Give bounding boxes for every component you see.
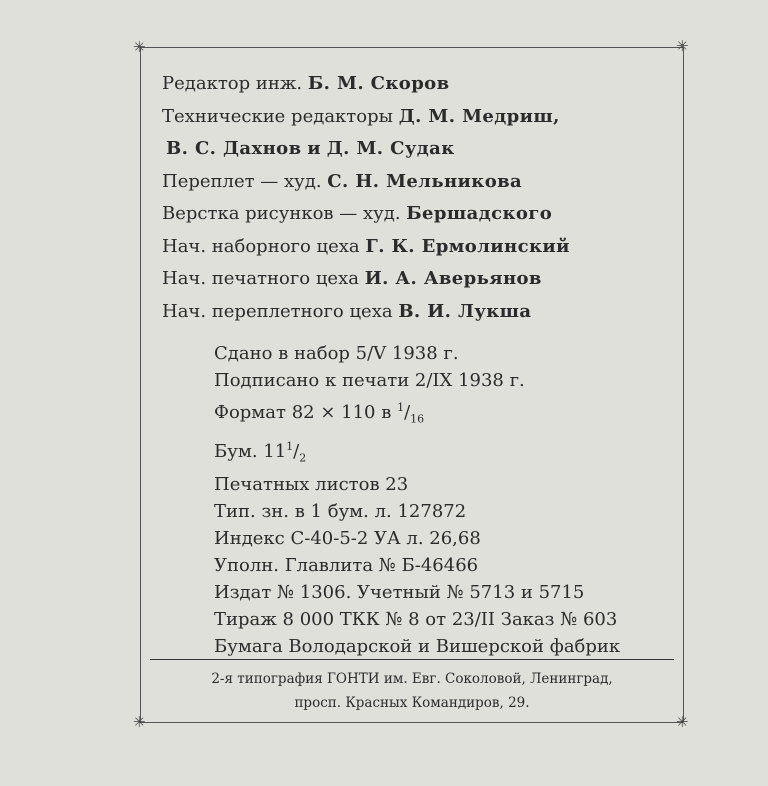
spec-chars: Тип. зн. в 1 бум. л. 127872 (214, 501, 467, 523)
spec-paper-numerator: 1 (286, 439, 294, 453)
spec-signed: Подписано к печати 2/IX 1938 г. (214, 370, 525, 391)
credit-illustrations (162, 198, 570, 231)
credit-name: Бершадского (406, 203, 553, 224)
frame-top-line (140, 47, 683, 48)
corner-star-icon: ✳ (676, 713, 689, 731)
credit-name: Г. К. Ермолинский (365, 235, 570, 257)
frame-right-line (683, 47, 684, 722)
credit-tech-editors (162, 101, 570, 134)
spec-format-text: Формат 82 × 110 в (214, 402, 398, 423)
spec-circulation: Тираж 8 000 ТКК № 8 от 23/II Заказ № 603 (214, 609, 618, 631)
credit-printing (162, 263, 570, 296)
frame-bottom-line (140, 722, 683, 723)
spec-format-denominator: 16 (410, 412, 425, 426)
credit-name: Б. М. Скоров (307, 73, 450, 94)
credit-conjunction: и (307, 138, 321, 159)
spec-glavlit: Уполн. Главлита № Б-46466 (214, 555, 479, 577)
spec-paper-mills: Бумага Володарской и Вишерской фабрик (214, 636, 621, 658)
credit-bindery (162, 296, 570, 329)
corner-star-icon: ✳ (133, 713, 146, 731)
spec-publisher: Издат № 1306. Учетный № 5713 и 5715 (214, 582, 585, 604)
credit-name: В. И. Лукша (398, 300, 532, 322)
credits-block (162, 68, 570, 328)
corner-star-icon: ✳ (133, 38, 146, 56)
credit-role: Переплет — худ. (162, 170, 322, 192)
credit-role: Нач. наборного цеха (162, 235, 360, 257)
credit-name: И. А. Аверьянов (364, 268, 542, 289)
spec-sheets: Печатных листов 23 (214, 474, 409, 496)
credit-name: В. С. Дахнов (166, 138, 302, 159)
spec-format: Формат 82 × 110 в $^1/_{16}$ (214, 401, 425, 426)
spec-paper-text: Бум. 11 (214, 440, 287, 462)
credit-editor (162, 68, 570, 101)
imprint-divider (150, 659, 674, 660)
credit-tech-editors-cont (162, 133, 570, 166)
credit-role: Технические редакторы (162, 105, 393, 127)
corner-star-icon: ✳ (676, 37, 689, 55)
credit-role: Нач. печатного цеха (162, 268, 359, 289)
credit-role: Нач. переплетного цеха (162, 300, 393, 322)
publication-specs (214, 340, 620, 660)
credit-name: Д. М. Судак (326, 138, 455, 159)
spec-submitted: Сдано в набор 5/V 1938 г. (214, 343, 459, 364)
credit-name: С. Н. Мельникова (327, 170, 523, 192)
spec-paper: Бум. $11^1/_2$ (214, 439, 307, 465)
credit-role: Верстка рисунков — худ. (162, 203, 401, 224)
credit-role: Редактор инж. (162, 73, 303, 94)
credit-binding (162, 166, 570, 199)
credit-name: Д. М. Медриш, (398, 105, 560, 127)
credit-typesetting (162, 231, 570, 264)
imprint-line: просп. Красных Командиров, 29. (294, 695, 530, 711)
spec-paper-denominator: 2 (299, 451, 307, 465)
spec-format-numerator: 1 (397, 401, 405, 414)
printer-imprint (150, 667, 674, 715)
imprint-line: 2-я типография ГОНТИ им. Евг. Соколовой, Ленинград, (211, 671, 613, 687)
spec-index: Индекс С-40-5-2 УА л. 26,68 (214, 528, 481, 550)
frame-left-line (140, 47, 141, 722)
